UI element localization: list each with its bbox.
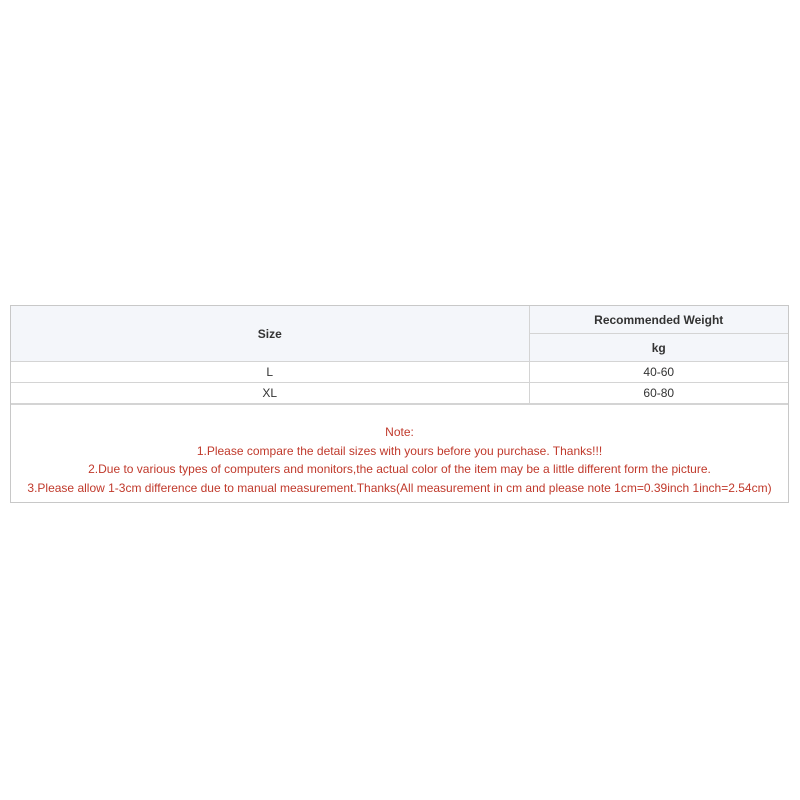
note-section: [11, 404, 788, 502]
table-header-row: [11, 306, 788, 334]
header-recommended-weight: Recommended Weight: [529, 306, 788, 334]
header-size: Size: [11, 306, 529, 362]
size-chart: [10, 305, 789, 503]
note-line-2: 2.Due to various types of computers and monitors,the actual color of the item may be a little different form the picture.: [88, 462, 711, 476]
cell-size: XL: [11, 383, 529, 404]
size-table: [11, 306, 788, 404]
cell-weight: 40-60: [529, 362, 788, 383]
note-line-3: 3.Please allow 1-3cm difference due to manual measurement.Thanks(All measurement in cm and please note 1cm=0.39inch 1inch=2.54cm): [27, 480, 772, 495]
cell-size: L: [11, 362, 529, 383]
note-line-1: 1.Please compare the detail sizes with yours before you purchase. Thanks!!!: [196, 443, 603, 458]
table-row: [11, 383, 788, 404]
cell-weight: 60-80: [529, 383, 788, 404]
header-unit: kg: [529, 334, 788, 362]
note-title: Note:: [385, 425, 414, 439]
table-row: [11, 362, 788, 383]
